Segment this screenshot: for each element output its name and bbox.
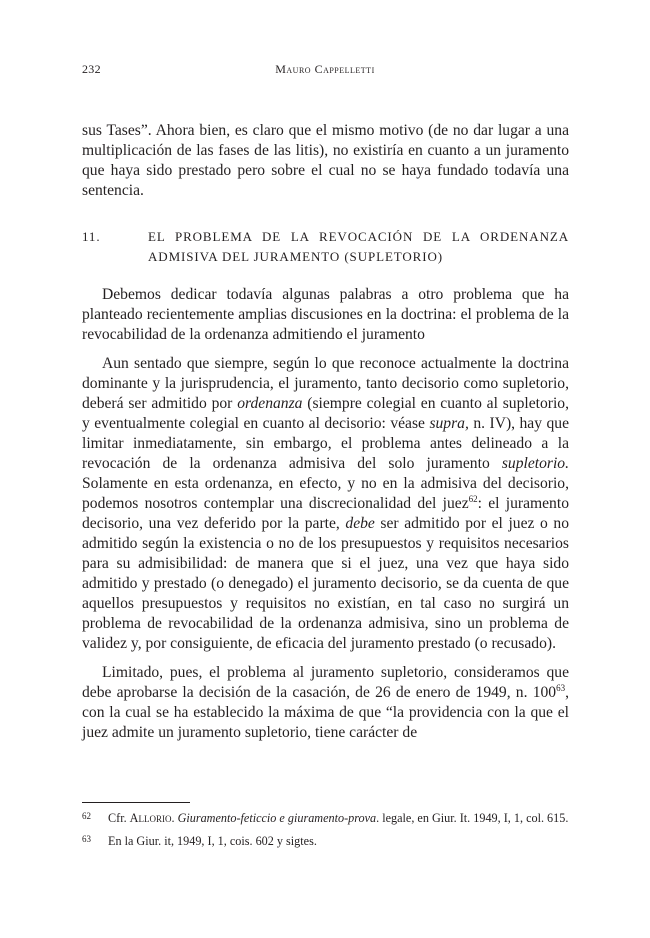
page-number: 232 (82, 62, 101, 76)
paragraph-1: Debemos dedicar todavía algunas palabras a otro problema que ha planteado recientemente amplias discusiones en la doctrina: el problema de la revocabilidad de la ordenanza admitiendo el juramento (82, 286, 569, 343)
footnote-ref-62[interactable]: 62 (468, 493, 478, 504)
footnote-divider (82, 802, 190, 803)
section-heading (82, 227, 569, 267)
p3-text: , con la cual se ha establecido la máxima de que “la providencia con la que el juez admite un juramento supletorio, tiene carácter de (82, 684, 569, 741)
section-number: 11. (82, 229, 101, 244)
p2-italic-debe: debe (345, 515, 375, 532)
footnote-text: En la Giur. it, 1949, I, 1, cois. 602 y sigtes. (108, 834, 317, 848)
p2-italic-supra: supra, (429, 415, 469, 432)
footnote-title: Giuramento-feticcio e giuramento-prova (177, 811, 377, 825)
footnote-62 (82, 810, 569, 826)
p2-text: Solamente en esta ordenanza, en efecto, y no en la admisiva del decisorio, podemos nosotros contemplar una discrecionalidad del juez (82, 475, 569, 512)
text-block-continued (82, 121, 569, 201)
text-block-main (82, 285, 569, 752)
footnote-number: 63 (82, 834, 91, 844)
footnotes (82, 810, 569, 856)
p3-text: Limitado, pues, el problema al juramento supletorio, consideramos que debe aprobarse la decisión de la casación, de 26 de enero de 1949, n. 100 (82, 664, 569, 701)
p2-text: n. IV), hay que limitar inmediatamente, sin embargo, el problema antes delineado a la revocación de la ordenanza admisiva del solo juramento (82, 415, 569, 472)
footnote-63 (82, 833, 569, 849)
footnote-text: . legale, en Giur. It. 1949, I, 1, col. 615. (376, 811, 569, 825)
p2-italic-ordenanza: ordenanza (237, 395, 303, 412)
paragraph-3 (82, 663, 569, 743)
footnote-author: Allorio (129, 811, 172, 825)
footnote-text: Cfr. (108, 811, 130, 825)
p2-italic-supletorio: supletorio. (501, 455, 569, 472)
section-title: EL PROBLEMA DE LA REVOCACIÓN DE LA ORDENANZA ADMISIVA DEL JURAMENTO (SUPLETORIO) (148, 229, 569, 264)
continued-paragraph: sus Tases”. Ahora bien, es claro que el mismo motivo (de no dar lugar a una multiplicación de las fases de las litis), no existiría en cuanto a un juramento que haya sido prestado pero sobre el cual no se haya fundado todavía una sentencia. (82, 122, 569, 199)
p2-text: (siempre colegial en cuanto al supletorio, y eventualmente colegial en cuanto al decisorio: véase (82, 395, 569, 432)
p2-text: Aun sentado que siempre, según lo que reconoce actualmente la doctrina dominante y la jurisprudencia, el juramento, tanto decisorio como supletorio, deberá ser admitido por (82, 355, 569, 412)
footnote-text: . (171, 811, 178, 825)
running-head: Mauro Cappelletti (275, 62, 375, 76)
footnote-number: 62 (82, 811, 91, 821)
paragraph-2 (82, 354, 569, 654)
p2-text: : el juramento decisorio, una vez deferido por la parte, (82, 495, 569, 532)
p2-text: ser admitido por el juez o no admitido según la existencia o no de los presupuestos y requisitos necesarios para su admisibilidad: de manera que si el juez, una vez que haya sido admitido y prestado (o denegado) el juramento decisorio, se da cuenta de que aquellos presupuestos y requisitos no existían, en tal caso no surgirá un problema de revocabilidad de la ordenanza admisiva, sino un problema de validez y, por consiguiente, de eficacia del juramento prestado (o recusado). (82, 515, 569, 652)
footnote-ref-63[interactable]: 63 (556, 682, 566, 693)
